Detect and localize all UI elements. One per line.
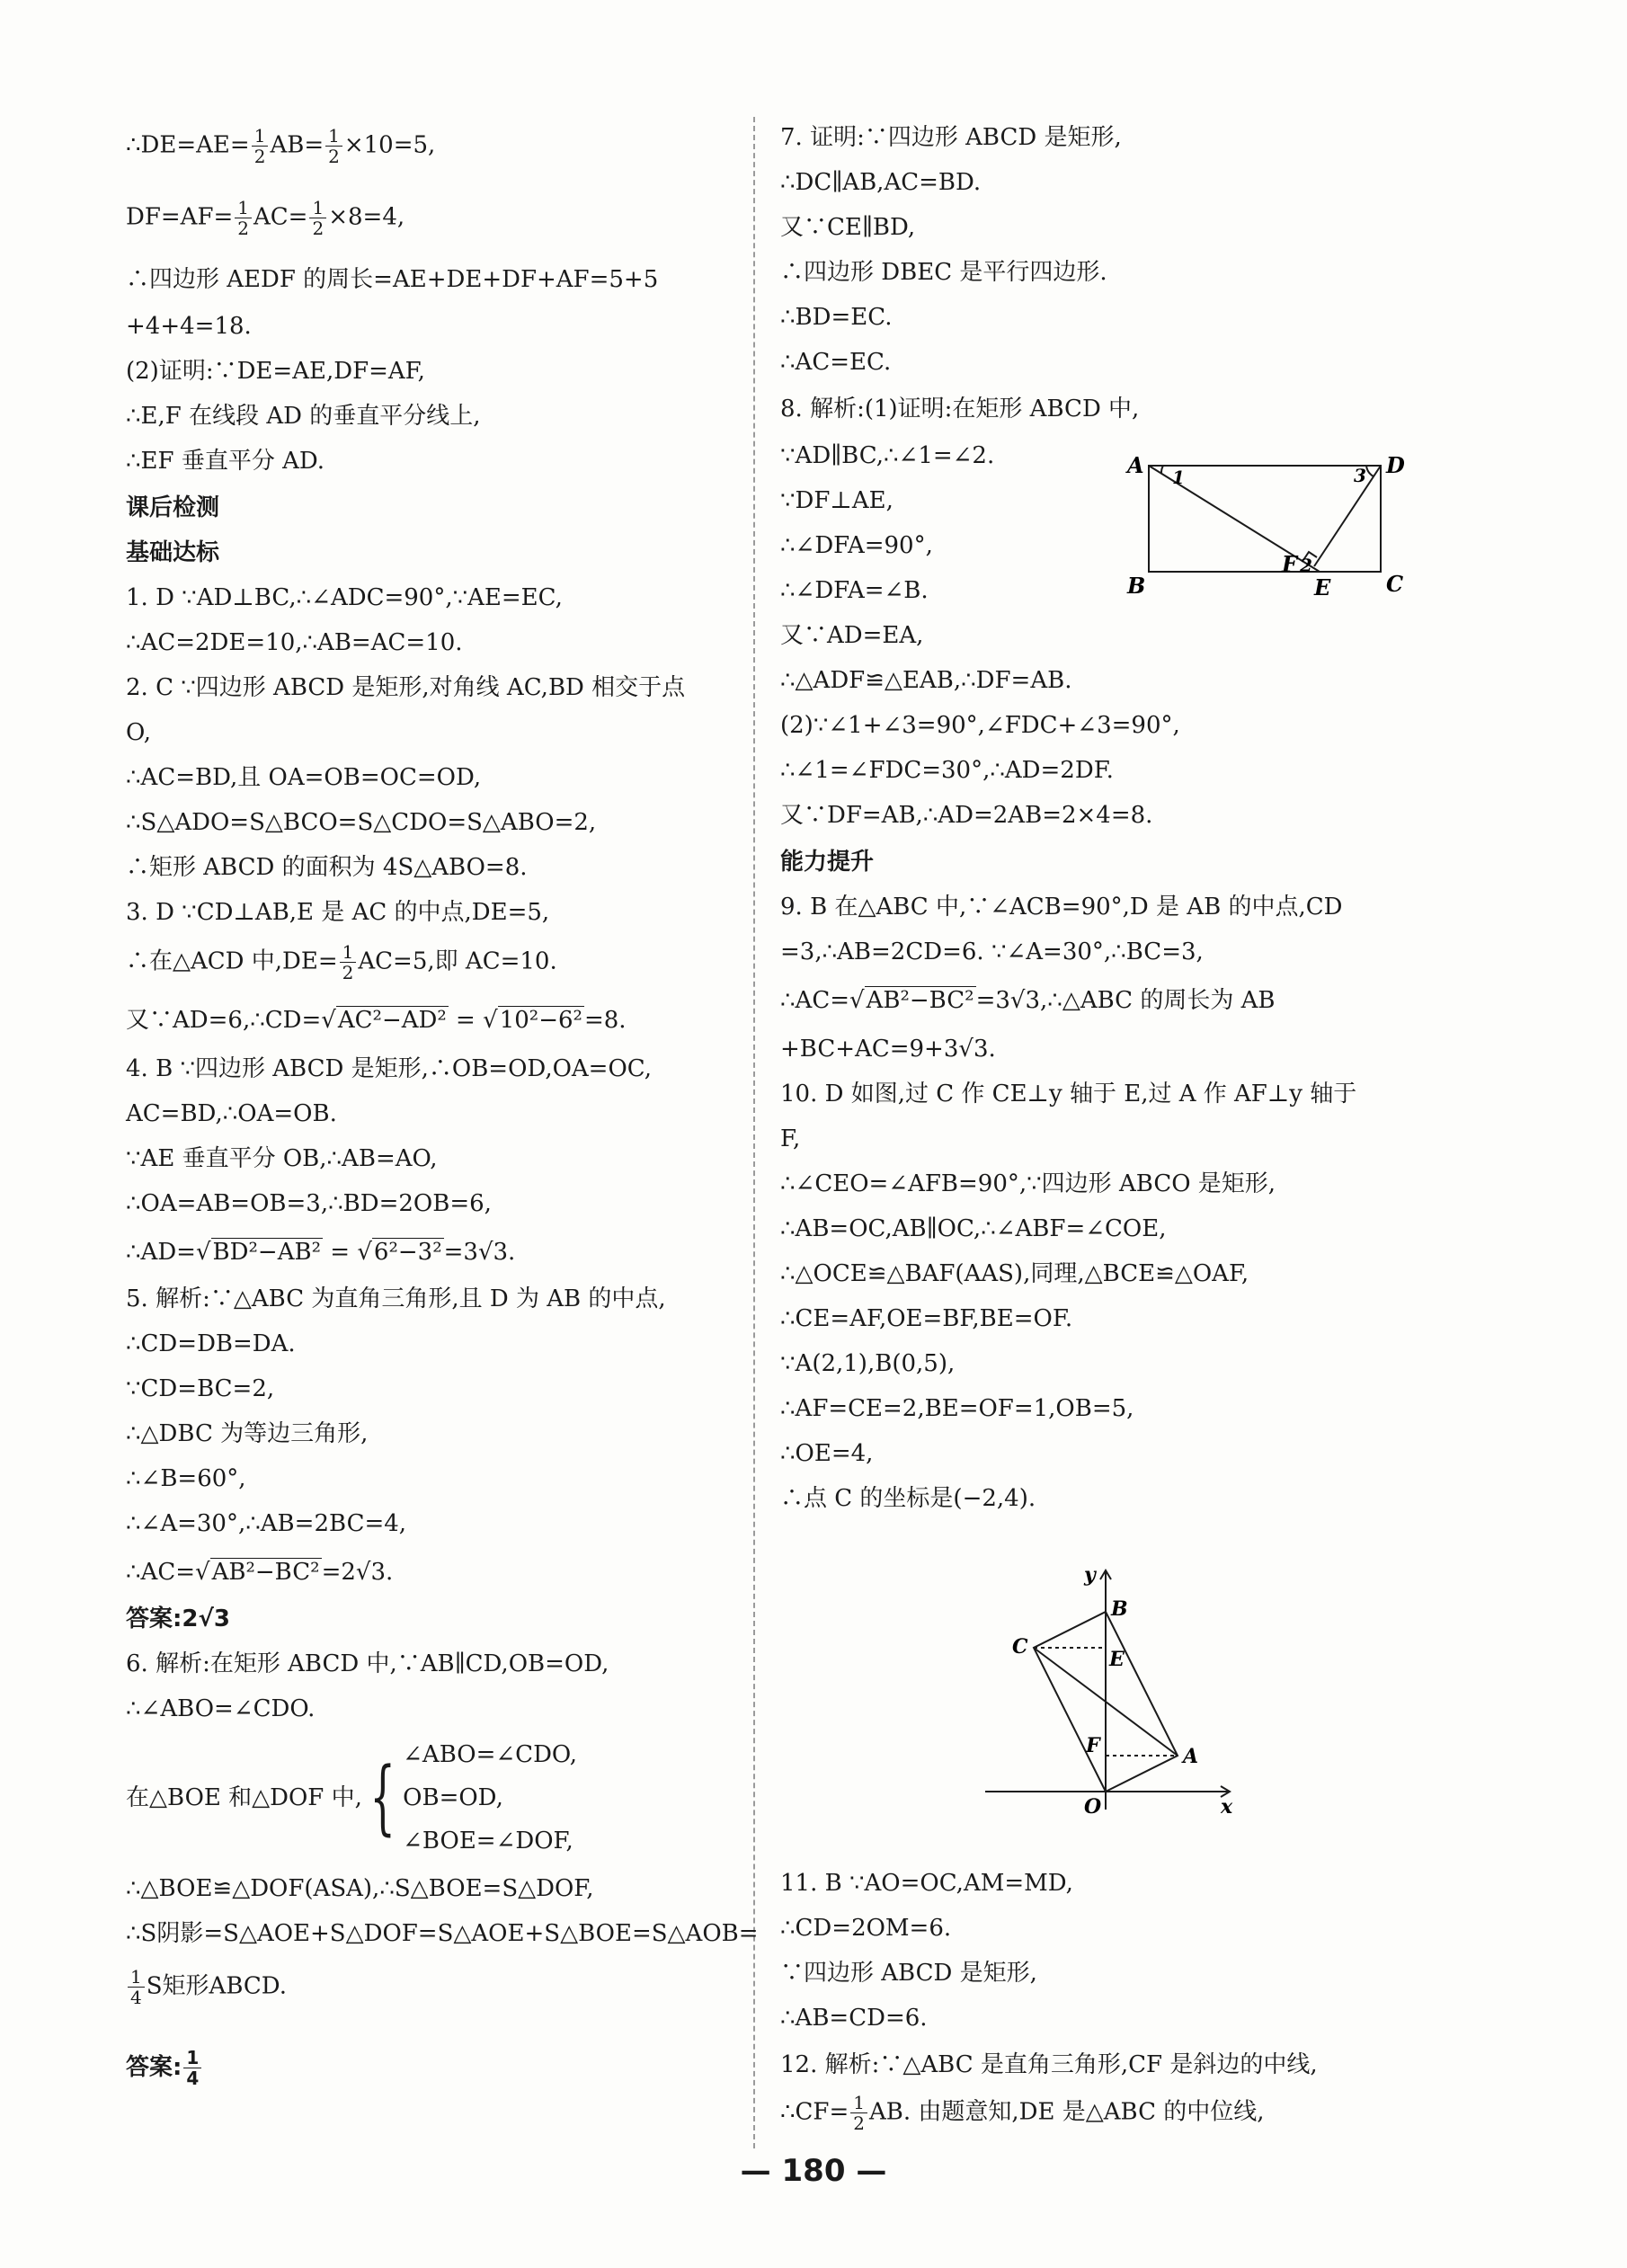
section-subheading: 能力提升 — [780, 849, 875, 876]
label-y: y — [1084, 1563, 1096, 1587]
angle-3-arc — [1366, 466, 1374, 476]
line: (2)∵∠1+∠3=90°,∠FDC+∠3=90°, — [780, 712, 1180, 739]
line: 1. D ∵AD⊥BC,∴∠ADC=90°,∵AE=EC, — [126, 584, 563, 611]
section-heading: 课后检测 — [126, 494, 220, 521]
line: +BC+AC=9+3√3. — [780, 1036, 996, 1063]
line: ∴AF=CE=2,BE=OF=1,OB=5, — [780, 1395, 1134, 1422]
line: 又∵CE∥BD, — [780, 214, 916, 241]
line: 又∵AD=EA, — [780, 622, 924, 649]
line: $\frac{1}{4}$ S矩形ABCD. — [126, 1967, 287, 2007]
line: 又∵DF=AB,∴AD=2AB=2×4=8. — [780, 802, 1153, 829]
line: ∴四边形 AEDF 的周长=AE+DE+DF+AF=5+5 — [126, 266, 659, 293]
label-b: B — [1111, 1597, 1128, 1621]
section-subheading: 基础达标 — [126, 539, 220, 566]
line: ∴△BOE≌△DOF(ASA),∴S△BOE=S△DOF, — [126, 1875, 594, 1902]
line: ∴∠1=∠FDC=30°,∴AD=2DF. — [780, 757, 1114, 784]
line: ∴在△ACD 中,DE= $\frac{1}{2}$ AC=5,即 AC=10. — [126, 941, 557, 983]
fraction: $\frac{1}{2}$ — [325, 126, 342, 166]
segment-df — [1314, 466, 1381, 566]
fraction: $\frac{1}{4}$ — [128, 1967, 145, 2007]
line: =3,∴AB=2CD=6. ∵∠A=30°,∴BC=3, — [780, 938, 1204, 965]
line: ∴∠CEO=∠AFB=90°,∵四边形 ABCO 是矩形, — [780, 1170, 1276, 1197]
line: ∵CD=BC=2, — [126, 1375, 275, 1402]
label-o: O — [1084, 1795, 1102, 1816]
line: 5. 解析:∵△ABC 为直角三角形,且 D 为 AB 的中点, — [126, 1285, 666, 1312]
line: ∴AC=√AB²−BC²=3√3,∴△ABC 的周长为 AB — [780, 987, 1276, 1014]
line: ∴△ADF≌△EAB,∴DF=AB. — [780, 667, 1072, 694]
label-c: C — [1012, 1635, 1028, 1659]
line: ∴∠DFA=90°, — [780, 532, 933, 559]
line: F, — [780, 1125, 801, 1152]
equation-system: 在△BOE 和△DOF 中,{ ∠ABO=∠CDO, OB=OD, ∠BOE=∠DOF, — [126, 1741, 577, 1854]
line: ∴AC=EC. — [780, 349, 892, 376]
line: ∴四边形 DBEC 是平行四边形. — [780, 259, 1107, 286]
line: ∴EF 垂直平分 AD. — [126, 448, 325, 475]
answer: 答案: $\frac{1}{4}$ — [126, 2048, 203, 2088]
line: ∴△DBC 为等边三角形, — [126, 1420, 369, 1447]
line: 12. 解析:∵△ABC 是直角三角形,CF 是斜边的中线, — [780, 2051, 1318, 2078]
line: ∴AD=√BD²−AB² = √6²−3²=3√3. — [126, 1239, 516, 1266]
line: ∴∠DFA=∠B. — [780, 577, 929, 604]
label-f: F — [1086, 1734, 1100, 1757]
label-x: x — [1221, 1795, 1233, 1816]
line: ∴∠ABO=∠CDO. — [126, 1695, 316, 1722]
line: ∴BD=EC. — [780, 304, 893, 331]
line: 6. 解析:在矩形 ABCD 中,∵AB∥CD,OB=OD, — [126, 1650, 609, 1677]
coordinate-figure — [971, 1560, 1249, 1816]
line: ∴AB=CD=6. — [780, 2005, 928, 2032]
line: ∴点 C 的坐标是(−2,4). — [780, 1485, 1036, 1512]
page-number: — 180 — — [740, 2153, 887, 2189]
line: ∴AC=√AB²−BC²=2√3. — [126, 1559, 394, 1586]
line: DF=AF= $\frac{1}{2}$ AC= $\frac{1}{2}$ ×8=4, — [126, 197, 405, 239]
line: ∴CD=DB=DA. — [126, 1330, 296, 1357]
line: ∵AE 垂直平分 OB,∴AB=AO, — [126, 1145, 438, 1172]
line: ∴CD=2OM=6. — [780, 1915, 952, 1942]
line: ∴AC=2DE=10,∴AB=AC=10. — [126, 629, 463, 656]
line: ∵四边形 ABCD 是矩形, — [780, 1960, 1037, 1987]
label-a: A — [1183, 1745, 1199, 1768]
label-e: E — [1314, 574, 1331, 600]
label-c: C — [1386, 571, 1404, 597]
line: ∴△OCE≌△BAF(AAS),同理,△BCE≌△OAF, — [780, 1260, 1249, 1287]
label-angle-1: 1 — [1172, 467, 1185, 488]
line: AC=BD,∴OA=OB. — [126, 1100, 337, 1127]
fraction: $\frac{1}{2}$ — [340, 942, 357, 983]
rectangle-figure — [1124, 440, 1420, 611]
line: O, — [126, 719, 152, 746]
line: 9. B 在△ABC 中,∵∠ACB=90°,D 是 AB 的中点,CD — [780, 894, 1343, 921]
line: ∴CE=AF,OE=BF,BE=OF. — [780, 1305, 1073, 1332]
fraction: $\frac{1}{4}$ — [183, 2048, 201, 2088]
fraction: $\frac{1}{2}$ — [309, 198, 326, 238]
line: ∴∠A=30°,∴AB=2BC=4, — [126, 1510, 407, 1537]
label-angle-3: 3 — [1354, 465, 1366, 486]
fraction: $\frac{1}{2}$ — [850, 2093, 867, 2133]
fraction: $\frac{1}{2}$ — [235, 198, 252, 238]
line: 3. D ∵CD⊥AB,E 是 AC 的中点,DE=5, — [126, 899, 550, 926]
fraction: $\frac{1}{2}$ — [252, 126, 269, 166]
answer: 答案:2√3 — [126, 1605, 230, 1632]
line: ∴OA=AB=OB=3,∴BD=2OB=6, — [126, 1190, 492, 1217]
line: 7. 证明:∵四边形 ABCD 是矩形, — [780, 124, 1122, 151]
line: ∴CF= $\frac{1}{2}$ AB. 由题意知,DE 是△ABC 的中位线, — [780, 2092, 1265, 2134]
column-divider — [753, 117, 755, 2148]
line: ∵A(2,1),B(0,5), — [780, 1350, 956, 1377]
line: ∵AD∥BC,∴∠1=∠2. — [780, 442, 995, 469]
angle-1-arc — [1161, 466, 1163, 474]
line: (2)证明:∵DE=AE,DF=AF, — [126, 358, 425, 385]
label-f: F — [1282, 551, 1298, 577]
brace: { — [369, 1750, 396, 1845]
line: ∴S阴影=S△AOE+S△DOF=S△AOE+S△BOE=S△AOB= — [126, 1920, 759, 1947]
line: ∴S△ADO=S△BCO=S△CDO=S△ABO=2, — [126, 809, 597, 836]
line: 2. C ∵四边形 ABCD 是矩形,对角线 AC,BD 相交于点 — [126, 674, 686, 701]
line: ∴DC∥AB,AC=BD. — [780, 169, 982, 196]
line: 又∵AD=6,∴CD=√AC²−AD² = √10²−6²=8. — [126, 1007, 627, 1034]
line: ∴DE=AE= $\frac{1}{2}$ AB= $\frac{1}{2}$ ×10=5, — [126, 125, 436, 167]
label-a: A — [1127, 452, 1144, 478]
line: 11. B ∵AO=OC,AM=MD, — [780, 1870, 1073, 1897]
line: ∴∠B=60°, — [126, 1465, 246, 1492]
line: 8. 解析:(1)证明:在矩形 ABCD 中, — [780, 396, 1140, 422]
label-b: B — [1127, 573, 1146, 599]
line: ∵DF⊥AE, — [780, 487, 894, 514]
line: +4+4=18. — [126, 313, 252, 340]
label-angle-2: 2 — [1300, 555, 1312, 576]
line: 10. D 如图,过 C 作 CE⊥y 轴于 E,过 A 作 AF⊥y 轴于 — [780, 1081, 1357, 1107]
label-d: D — [1386, 452, 1405, 478]
line: ∴AC=BD,且 OA=OB=OC=OD, — [126, 764, 482, 791]
label-e: E — [1109, 1648, 1125, 1671]
line: 4. B ∵四边形 ABCD 是矩形,∴OB=OD,OA=OC, — [126, 1055, 653, 1082]
line: ∴AB=OC,AB∥OC,∴∠ABF=∠COE, — [780, 1215, 1167, 1242]
line: ∴矩形 ABCD 的面积为 4S△ABO=8. — [126, 854, 528, 881]
line: ∴OE=4, — [780, 1440, 874, 1467]
line: ∴E,F 在线段 AD 的垂直平分线上, — [126, 403, 481, 430]
